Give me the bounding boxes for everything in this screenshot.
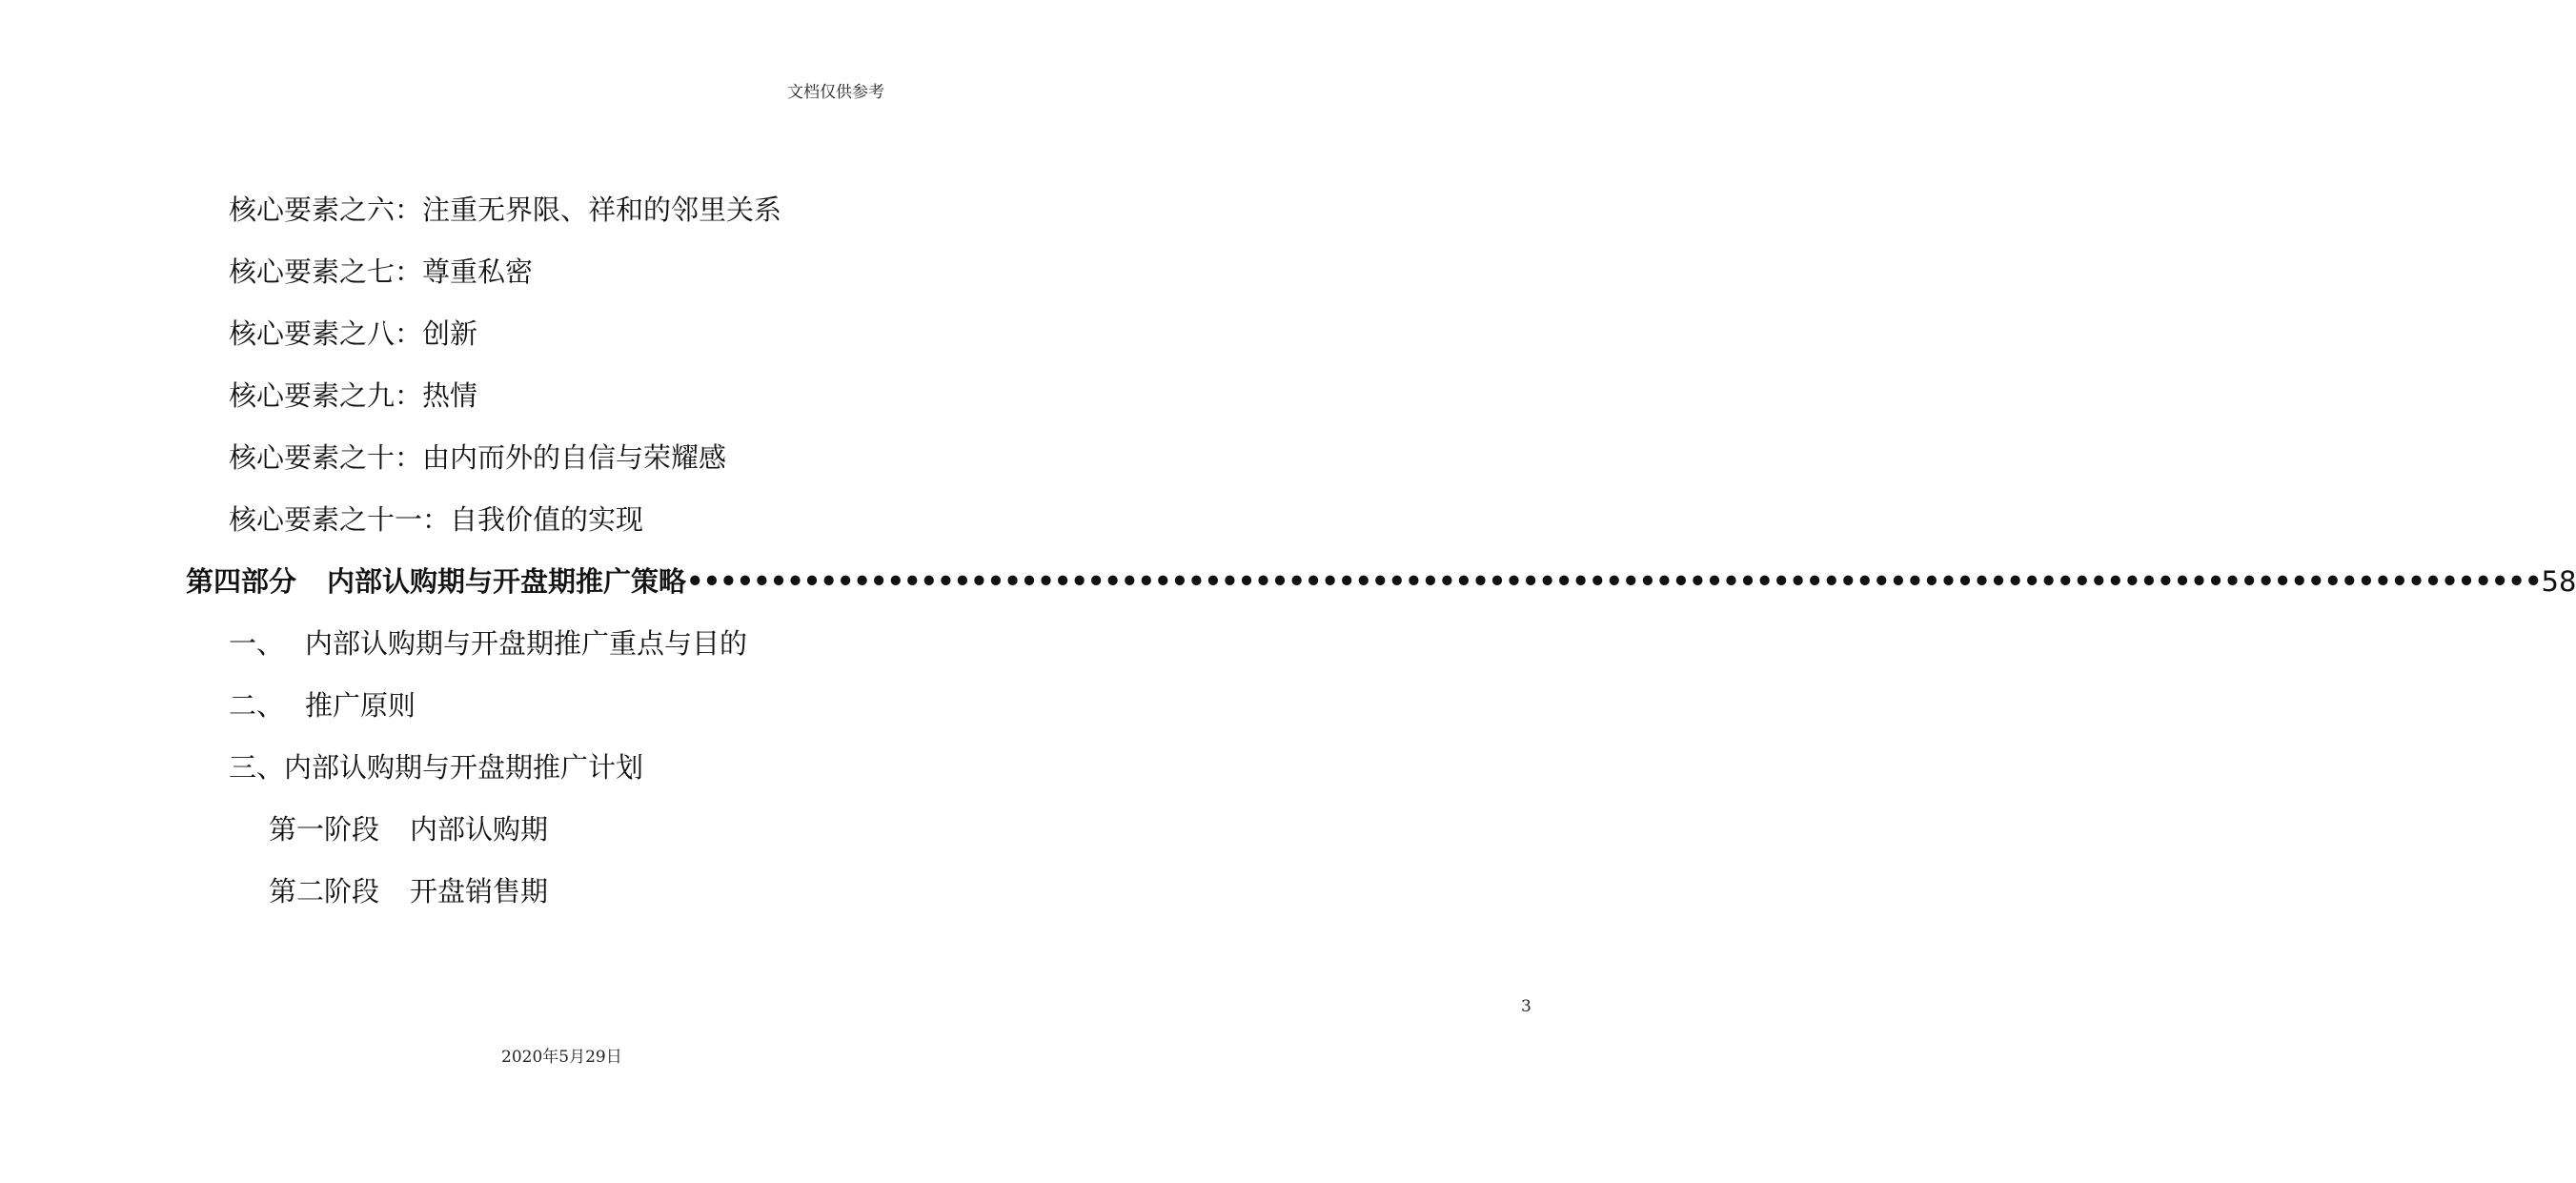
page-header: 文档仅供参考 bbox=[787, 83, 884, 102]
toc-entry-stage-2 bbox=[269, 874, 548, 908]
toc-entry-stage-1 bbox=[269, 812, 548, 846]
footer-date: 2020年5月29日 bbox=[501, 1048, 622, 1067]
toc-entry-section-3 bbox=[229, 750, 643, 785]
part-4-heading bbox=[186, 564, 686, 599]
section-1-number: 一、 bbox=[229, 627, 285, 660]
section-1-title: 内部认购期与开盘期推广重点与目的 bbox=[305, 627, 748, 660]
toc-entry-section-1 bbox=[229, 626, 747, 661]
toc-entry-element-11: 核心要素之十一：自我价值的实现 bbox=[229, 503, 644, 536]
part-4-title: 内部认购期与开盘期推广策略 bbox=[327, 565, 687, 598]
toc-entry-element-8: 核心要素之八：创新 bbox=[229, 317, 478, 350]
toc-entry-element-9: 核心要素之九：热情 bbox=[229, 379, 478, 412]
part-4-page-number: 58 bbox=[2541, 565, 2576, 598]
toc-entry-section-2 bbox=[229, 688, 416, 723]
stage-1-title: 内部认购期 bbox=[410, 813, 549, 846]
toc-leader-dots: ••••••••••••••••••••••••••••••••••••••••••••••••••••••••••••••••••••••••••••••••••••••••••••••••••••••••••••••• bbox=[686, 565, 2542, 598]
stage-2-label: 第二阶段 bbox=[269, 875, 380, 908]
stage-2-title: 开盘销售期 bbox=[410, 875, 549, 908]
section-2-title: 推广原则 bbox=[305, 689, 416, 722]
section-2-number: 二、 bbox=[229, 689, 285, 722]
page-number: 3 bbox=[1521, 997, 1531, 1016]
toc-entry-part-4[interactable] bbox=[186, 564, 2576, 599]
toc-entry-element-7: 核心要素之七：尊重私密 bbox=[229, 255, 534, 288]
part-4-label: 第四部分 bbox=[186, 565, 297, 598]
toc-entry-element-10: 核心要素之十：由内而外的自信与荣耀感 bbox=[229, 441, 727, 474]
toc-entry-element-6: 核心要素之六：注重无界限、祥和的邻里关系 bbox=[229, 194, 782, 226]
section-3-title: 三、内部认购期与开盘期推广计划 bbox=[229, 751, 644, 784]
stage-1-label: 第一阶段 bbox=[269, 813, 380, 846]
